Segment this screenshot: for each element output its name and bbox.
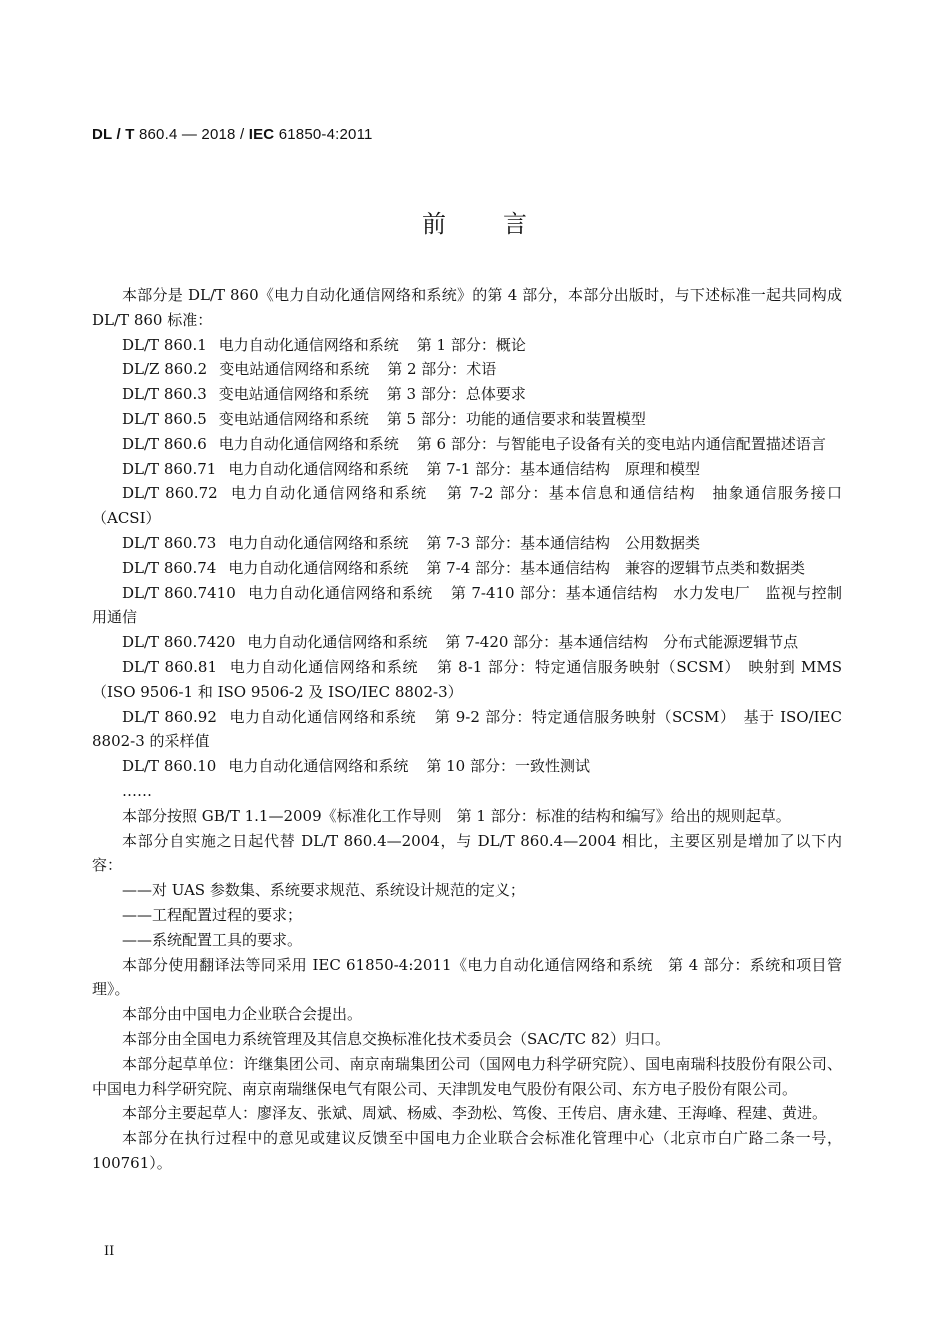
std-number: 860.4 — 2018 / (134, 126, 249, 143)
foreword-paragraph: 本部分自实施之日起代替 DL/T 860.4—2004，与 DL/T 860.4—2004 相比，主要区别是增加了以下内容： (92, 831, 842, 875)
foreword-paragraph: 本部分起草单位：许继集团公司、南京南瑞集团公司（国网电力科学研究院）、国电南瑞科技股份有限公司、中国电力科学研究院、南京南瑞继保电气有限公司、天津凯发电气股份有限公司、东方电子股份有限公司。 (92, 1054, 842, 1098)
foreword-paragraph: 本部分由全国电力系统管理及其信息交换标准化技术委员会（SAC/TC 82）归口。 (122, 1029, 670, 1048)
standard-code: DL/T 860.10 (122, 757, 217, 776)
standard-part: 第 3 部分：总体要求 (386, 385, 526, 404)
page-title (0, 204, 950, 239)
page-number: II (104, 1244, 115, 1259)
standard-title: 电力自动化通信网络和系统 (229, 484, 428, 503)
foreword-body (92, 283, 842, 1176)
standard-code: DL/T 860.73 (122, 533, 217, 552)
standard-part: 第 9-2 部分：特定通信服务映射（SCSM） 基于 ISO/IEC 8802-3 的采样值 (92, 707, 842, 751)
standard-title: 电力自动化通信网络和系统 (228, 533, 409, 552)
standard-list-item (92, 407, 842, 432)
standard-title: 变电站通信网络和系统 (218, 409, 369, 428)
standard-part: 第 7-4 部分：基本通信结构 兼容的逻辑节点类和数据类 (426, 558, 806, 577)
standard-list-item (92, 556, 842, 581)
standard-header (92, 126, 373, 143)
foreword-paragraph: ——系统配置工具的要求。 (122, 930, 303, 949)
standard-code: DL/T 860.72 (122, 484, 218, 503)
standard-title: 电力自动化通信网络和系统 (247, 633, 428, 652)
intro-paragraph: 本部分是 DL/T 860《电力自动化通信网络和系统》的第 4 部分，本部分出版时，与下述标准一起共同构成 DL/T 860 标准： (92, 286, 842, 329)
standard-part: 第 1 部分：概论 (416, 335, 526, 354)
ellipsis: …… (122, 781, 152, 800)
iec-number: 61850-4:2011 (274, 126, 373, 143)
standard-code: DL/T 860.3 (122, 385, 207, 404)
standard-title: 电力自动化通信网络和系统 (228, 459, 409, 478)
standard-list-item (92, 630, 842, 655)
title-char-2: 言 (503, 210, 528, 238)
standard-part: 第 8-1 部分：特定通信服务映射（SCSM） 映射到 MMS（ISO 9506-1 和 ISO 9506-2 及 ISO/IEC 8802-3） (92, 657, 842, 701)
standard-list-item (92, 382, 842, 407)
foreword-paragraph: ——对 UAS 参数集、系统要求规范、系统设计规范的定义； (122, 881, 525, 900)
foreword-paragraph: ——工程配置过程的要求； (122, 905, 303, 924)
standard-code: DL/T 860.92 (122, 707, 217, 726)
standard-list-item (92, 457, 842, 482)
standard-title: 电力自动化通信网络和系统 (228, 757, 409, 776)
standard-list-item (92, 432, 842, 457)
standard-code: DL/T 860.81 (122, 657, 218, 676)
standard-part: 第 7-3 部分：基本通信结构 公用数据类 (426, 533, 701, 552)
standard-list-item (92, 581, 842, 631)
standard-title: 电力自动化通信网络和系统 (228, 558, 409, 577)
standard-code: DL/Z 860.2 (122, 360, 208, 379)
standard-part: 第 7-1 部分：基本通信结构 原理和模型 (426, 459, 701, 478)
standard-title: 电力自动化通信网络和系统 (247, 583, 433, 602)
std-code: DL / T (92, 126, 135, 143)
standard-list-item (92, 357, 842, 382)
standard-title: 电力自动化通信网络和系统 (218, 434, 399, 453)
standard-part: 第 2 部分：术语 (387, 360, 497, 379)
standard-code: DL/T 860.7410 (122, 583, 236, 602)
standard-code: DL/T 860.74 (122, 558, 217, 577)
standard-code: DL/T 860.71 (122, 459, 217, 478)
standard-code: DL/T 860.6 (122, 434, 207, 453)
standard-list-item (92, 705, 842, 755)
standard-list-item (92, 531, 842, 556)
standard-part: 第 7-410 部分：基本通信结构 水力发电厂 监视与控制用通信 (92, 583, 842, 627)
standard-code: DL/T 860.5 (122, 409, 207, 428)
standard-list-item (92, 333, 842, 358)
foreword-paragraph: 本部分主要起草人：廖泽友、张斌、周斌、杨威、李劲松、笃俊、王传启、唐永建、王海峰、程建、黄进。 (122, 1104, 828, 1123)
standard-title: 电力自动化通信网络和系统 (218, 335, 399, 354)
foreword-paragraph: 本部分由中国电力企业联合会提出。 (122, 1005, 363, 1024)
standard-part: 第 7-420 部分：基本通信结构 分布式能源逻辑节点 (445, 633, 799, 652)
standard-title: 电力自动化通信网络和系统 (228, 707, 417, 726)
standard-list-item (92, 655, 842, 705)
standard-part: 第 5 部分：功能的通信要求和装置模型 (386, 409, 646, 428)
standard-list-item (92, 754, 842, 779)
foreword-paragraph: 本部分按照 GB/T 1.1—2009《标准化工作导则 第 1 部分：标准的结构和编写》给出的规则起草。 (122, 806, 791, 825)
standard-title: 电力自动化通信网络和系统 (229, 657, 419, 676)
foreword-paragraphs (92, 804, 842, 1176)
foreword-paragraph: 本部分使用翻译法等同采用 IEC 61850-4:2011《电力自动化通信网络和系统 第 4 部分：系统和项目管理》。 (92, 955, 842, 999)
standard-part: 第 10 部分：一致性测试 (426, 757, 590, 776)
standard-part: 第 7-2 部分：基本信息和通信结构 抽象通信服务接口（ACSI） (92, 484, 842, 528)
iec-code: IEC (248, 126, 275, 143)
standard-code: DL/T 860.7420 (122, 633, 236, 652)
title-char-1: 前 (422, 210, 447, 238)
standard-list-item (92, 481, 842, 531)
foreword-paragraph: 本部分在执行过程中的意见或建议反馈至中国电力企业联合会标准化管理中心（北京市白广路二条一号，100761）。 (92, 1129, 842, 1172)
standard-code: DL/T 860.1 (122, 335, 207, 354)
standard-title: 变电站通信网络和系统 (218, 385, 369, 404)
standard-part: 第 6 部分：与智能电子设备有关的变电站内通信配置描述语言 (416, 434, 826, 453)
standards-list (92, 333, 842, 779)
standard-title: 变电站通信网络和系统 (219, 360, 370, 379)
